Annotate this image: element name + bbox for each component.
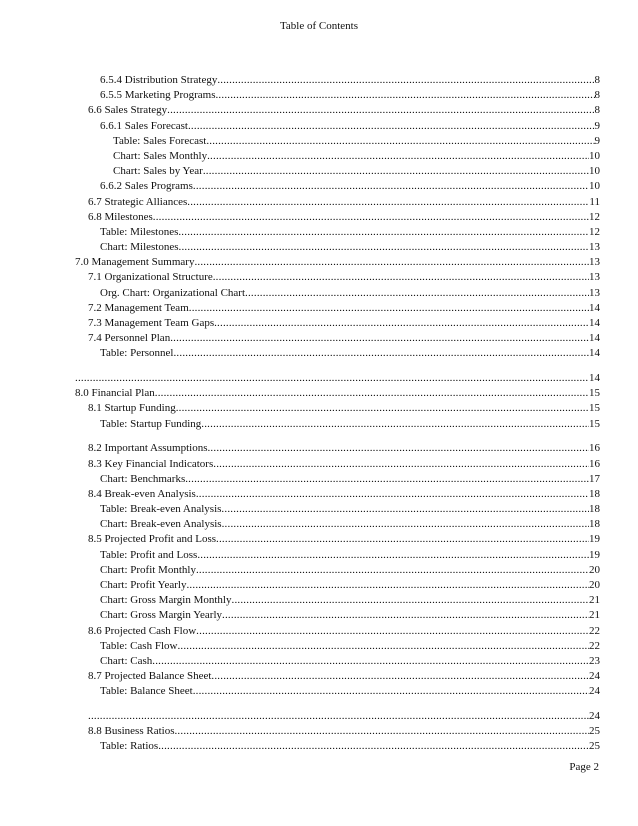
- toc-dot-leader: [167, 103, 594, 118]
- toc-dot-leader: [88, 709, 589, 724]
- toc-entry-label: 6.6.2 Sales Programs: [100, 180, 193, 193]
- toc-dot-leader: [207, 441, 589, 456]
- toc-dot-leader: [214, 316, 589, 331]
- toc-entry[interactable]: [75, 316, 600, 331]
- toc-dot-leader: [207, 149, 589, 164]
- toc-dot-leader: [188, 119, 595, 134]
- table-of-contents: [75, 73, 600, 755]
- toc-entry-label: Table: Personnel: [100, 347, 174, 360]
- toc-entry[interactable]: [75, 578, 600, 593]
- toc-entry-label: Table: Cash Flow: [100, 639, 178, 652]
- toc-dot-leader: [222, 608, 589, 623]
- toc-dot-leader: [152, 654, 589, 669]
- toc-entry[interactable]: [75, 331, 600, 346]
- toc-entry-page: 21: [589, 609, 600, 622]
- toc-entry-page: 8: [594, 104, 600, 117]
- toc-entry-page: 12: [589, 210, 600, 223]
- toc-dot-leader: [196, 624, 589, 639]
- toc-entry-page: 10: [589, 165, 600, 178]
- toc-entry-page: 10: [589, 180, 600, 193]
- toc-entry-page: 10: [589, 149, 600, 162]
- toc-entry[interactable]: [75, 286, 600, 301]
- toc-entry-label: Table: Startup Funding: [100, 417, 202, 430]
- toc-entry-page: 13: [589, 271, 600, 284]
- toc-dot-leader: [176, 401, 589, 416]
- toc-dot-leader: [193, 179, 589, 194]
- toc-entry[interactable]: [75, 210, 600, 225]
- toc-entry-page: 18: [589, 487, 600, 500]
- toc-entry-label: 8.0 Financial Plan: [75, 387, 155, 400]
- toc-entry-page: 25: [589, 740, 600, 753]
- toc-dot-leader: [196, 487, 589, 502]
- toc-entry-page: 24: [589, 670, 600, 683]
- toc-entry-page: 13: [589, 256, 600, 269]
- toc-dot-leader: [201, 417, 589, 432]
- toc-entry[interactable]: [75, 103, 600, 118]
- toc-entry-label: 8.8 Business Ratios: [88, 725, 175, 738]
- toc-entry-page: 13: [589, 241, 600, 254]
- toc-dot-leader: [189, 301, 589, 316]
- toc-entry-label: 8.4 Break-even Analysis: [88, 487, 196, 500]
- toc-entry-label: 8.3 Key Financial Indicators: [88, 457, 214, 470]
- toc-entry[interactable]: [75, 472, 600, 487]
- toc-entry-page: 18: [589, 518, 600, 531]
- toc-entry-page: 9: [594, 119, 600, 132]
- toc-entry-page: 14: [589, 372, 600, 385]
- toc-dot-leader: [174, 724, 589, 739]
- toc-entry-label: Table: Sales Forecast: [113, 134, 207, 147]
- toc-entry-page: 24: [589, 685, 600, 698]
- toc-entry[interactable]: [75, 639, 600, 654]
- toc-entry[interactable]: [75, 179, 600, 194]
- toc-dot-leader: [197, 548, 589, 563]
- toc-entry[interactable]: [75, 457, 600, 472]
- toc-entry-label: Chart: Gross Margin Yearly: [100, 609, 223, 622]
- toc-entry[interactable]: [75, 441, 600, 456]
- toc-entry[interactable]: [75, 119, 600, 134]
- toc-entry[interactable]: [75, 608, 600, 623]
- toc-dot-leader: [193, 684, 589, 699]
- toc-entry[interactable]: [75, 563, 600, 578]
- toc-dot-leader: [215, 88, 594, 103]
- toc-entry-label: Chart: Cash: [100, 654, 153, 667]
- toc-entry[interactable]: [75, 240, 600, 255]
- toc-entry[interactable]: [75, 401, 600, 416]
- toc-entry-page: 20: [589, 563, 600, 576]
- toc-entry[interactable]: [75, 739, 600, 754]
- toc-entry[interactable]: [75, 301, 600, 316]
- toc-dot-leader: [173, 346, 589, 361]
- toc-entry-label: 8.6 Projected Cash Flow: [88, 624, 197, 637]
- toc-entry-page: 9: [594, 134, 600, 147]
- page-title: Table of Contents: [279, 20, 359, 32]
- toc-dot-leader: [196, 563, 589, 578]
- toc-entry-page: 24: [589, 710, 600, 722]
- toc-entry[interactable]: [75, 88, 600, 103]
- toc-entry-page: 8: [594, 74, 600, 86]
- toc-entry-page: 11: [589, 195, 600, 208]
- toc-entry-label: Chart: Gross Margin Monthly: [100, 594, 232, 607]
- toc-entry-label: 6.7 Strategic Alliances: [88, 195, 188, 208]
- toc-entry-page: 15: [589, 417, 600, 430]
- toc-entry[interactable]: [75, 134, 600, 149]
- toc-dot-leader: [75, 371, 589, 386]
- toc-dot-leader: [178, 225, 589, 240]
- toc-entry[interactable]: [75, 371, 600, 386]
- toc-entry-page: 18: [589, 503, 600, 516]
- toc-entry[interactable]: [75, 73, 600, 88]
- toc-entry-label: Chart: Benchmarks: [100, 472, 186, 485]
- toc-entry[interactable]: [75, 684, 600, 699]
- toc-dot-leader: [153, 210, 589, 225]
- toc-dot-leader: [211, 669, 589, 684]
- toc-entry-label: Table: Break-even Analysis: [100, 503, 222, 516]
- toc-entry-label: 7.1 Organizational Structure: [88, 271, 213, 284]
- toc-entry-label: 8.5 Projected Profit and Loss: [88, 533, 217, 546]
- toc-entry[interactable]: [75, 149, 600, 164]
- toc-dot-leader: [177, 639, 589, 654]
- toc-entry-label: 8.1 Startup Funding: [88, 402, 176, 415]
- toc-entry[interactable]: [75, 270, 600, 285]
- toc-entry-page: 23: [589, 654, 600, 667]
- toc-entry-page: 14: [589, 347, 600, 360]
- toc-dot-leader: [185, 472, 589, 487]
- toc-entry[interactable]: [75, 502, 600, 517]
- toc-entry-label: 7.2 Management Team: [88, 301, 189, 314]
- toc-entry[interactable]: [75, 517, 600, 532]
- toc-entry-page: 13: [589, 286, 600, 299]
- toc-entry-page: 14: [589, 317, 600, 329]
- toc-entry[interactable]: [75, 548, 600, 563]
- toc-dot-leader: [217, 73, 594, 88]
- toc-entry-label: 6.5.4 Distribution Strategy: [100, 74, 218, 86]
- toc-entry[interactable]: [75, 255, 600, 270]
- toc-entry-label: Table: Balance Sheet: [100, 685, 193, 698]
- toc-dot-leader: [155, 386, 589, 401]
- toc-entry[interactable]: [75, 654, 600, 669]
- page-number: Page 2: [569, 761, 599, 773]
- toc-entry-label: Chart: Break-even Analysis: [100, 518, 222, 531]
- toc-entry-label: 6.6.1 Sales Forecast: [100, 119, 188, 132]
- toc-dot-leader: [206, 134, 594, 149]
- toc-entry[interactable]: [75, 164, 600, 179]
- toc-entry-page: 17: [589, 472, 600, 485]
- toc-entry-page: 22: [589, 624, 600, 637]
- toc-entry-page: 14: [589, 332, 600, 345]
- toc-entry-label: 6.6 Sales Strategy: [88, 104, 168, 117]
- toc-entry-label: Table: Profit and Loss: [100, 548, 198, 561]
- toc-entry[interactable]: [75, 346, 600, 361]
- toc-entry-page: 16: [589, 457, 600, 470]
- toc-dot-leader: [186, 578, 589, 593]
- toc-entry-label: Table: Ratios: [100, 740, 159, 753]
- toc-entry-label: 7.0 Management Summary: [75, 256, 195, 269]
- toc-dot-leader: [158, 739, 589, 754]
- toc-entry-page: 12: [589, 225, 600, 238]
- toc-entry-page: 20: [589, 579, 600, 591]
- toc-dot-leader: [203, 164, 589, 179]
- toc-dot-leader: [245, 286, 589, 301]
- toc-entry-label: 8.7 Projected Balance Sheet: [88, 670, 212, 683]
- toc-entry-page: 16: [589, 442, 600, 455]
- toc-entry[interactable]: [75, 386, 600, 401]
- toc-entry-page: 14: [589, 301, 600, 314]
- toc-dot-leader: [213, 270, 589, 285]
- toc-entry[interactable]: [75, 195, 600, 210]
- toc-entry[interactable]: [75, 709, 600, 724]
- toc-dot-leader: [221, 502, 589, 517]
- toc-entry-label: Org. Chart: Organizational Chart: [100, 286, 246, 299]
- toc-entry-label: 6.8 Milestones: [88, 210, 153, 223]
- toc-entry-label: 7.4 Personnel Plan: [88, 332, 171, 345]
- toc-dot-leader: [222, 517, 589, 532]
- toc-entry-page: 15: [589, 402, 600, 415]
- toc-entry-page: 19: [589, 533, 600, 546]
- toc-entry-page: 19: [589, 548, 600, 561]
- toc-entry-page: 8: [594, 89, 600, 102]
- toc-entry[interactable]: [75, 593, 600, 608]
- toc-dot-leader: [232, 593, 590, 608]
- toc-entry-label: Chart: Profit Yearly: [100, 579, 187, 591]
- toc-entry[interactable]: [75, 487, 600, 502]
- toc-entry-label: 8.2 Important Assumptions: [88, 442, 208, 455]
- toc-entry-label: 7.3 Management Team Gaps: [88, 317, 215, 329]
- toc-entry-label: Table: Milestones: [100, 225, 179, 238]
- toc-entry-page: 15: [589, 387, 600, 400]
- toc-dot-leader: [187, 195, 589, 210]
- toc-dot-leader: [179, 240, 589, 255]
- toc-entry[interactable]: [75, 225, 600, 240]
- toc-entry-label: Chart: Profit Monthly: [100, 563, 196, 576]
- toc-entry[interactable]: [75, 532, 600, 547]
- toc-entry-label: 6.5.5 Marketing Programs: [100, 89, 216, 102]
- toc-dot-leader: [194, 255, 589, 270]
- toc-entry-page: 21: [589, 594, 600, 607]
- toc-entry-page: 25: [589, 725, 600, 738]
- toc-entry-label: Chart: Sales by Year: [113, 165, 203, 178]
- toc-dot-leader: [213, 457, 589, 472]
- toc-dot-leader: [216, 532, 589, 547]
- toc-entry[interactable]: [75, 417, 600, 432]
- toc-entry-page: 22: [589, 639, 600, 652]
- toc-entry-label: Chart: Milestones: [100, 241, 179, 254]
- toc-entry-label: Chart: Sales Monthly: [113, 149, 208, 162]
- toc-entry[interactable]: [75, 624, 600, 639]
- toc-dot-leader: [170, 331, 589, 346]
- toc-entry[interactable]: [75, 669, 600, 684]
- toc-entry[interactable]: [75, 724, 600, 739]
